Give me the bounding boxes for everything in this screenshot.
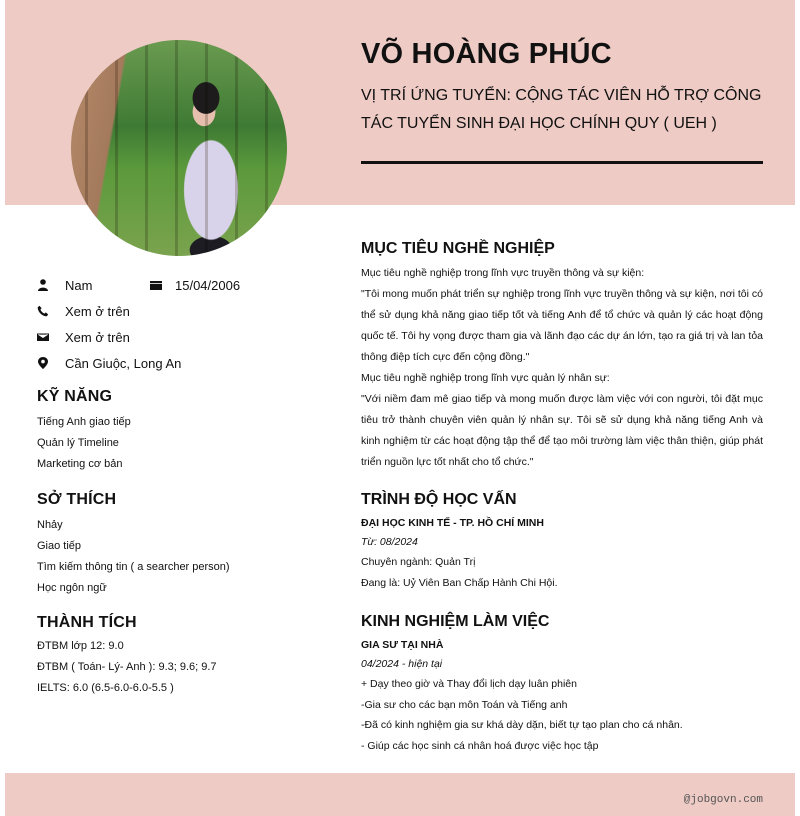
education-section <box>361 491 763 593</box>
date-of-birth: 15/04/2006 <box>175 277 241 293</box>
location-icon <box>37 357 49 369</box>
experience-section <box>361 613 763 756</box>
skill-item: Tiếng Anh giao tiếp <box>37 416 131 428</box>
hobbies-title: SỞ THÍCH <box>37 491 117 508</box>
school-name: ĐẠI HỌC KINH TẾ - TP. HỒ CHÍ MINH <box>361 517 544 529</box>
objective-section <box>361 240 763 473</box>
hobbies-section <box>37 491 317 599</box>
profile-photo <box>71 40 287 256</box>
email: Xem ở trên <box>65 329 130 345</box>
header-divider <box>361 161 763 164</box>
hobby-item: Học ngôn ngữ <box>37 582 107 594</box>
skill-item: Quản lý Timeline <box>37 437 119 449</box>
footer-band <box>5 773 795 816</box>
gender: Nam <box>65 277 93 293</box>
job-detail: + Dạy theo giờ và Thay đổi lịch dạy luân phiên <box>361 678 577 690</box>
calendar-icon <box>150 279 162 291</box>
skills-section <box>37 388 317 475</box>
job-detail: -Đã có kinh nghiệm gia sư khá dày dặn, biết tự tạo plan cho cá nhân. <box>361 719 683 731</box>
info-row-address <box>37 350 317 376</box>
user-icon <box>37 279 49 291</box>
objective-paragraph: "Tôi mong muốn phát triển sự nghiệp trong lĩnh vực truyền thông và sự kiện, nơi tôi có thể sử dụng khả năng giao tiếp tốt và tiếng Anh để tổ chức và quản lý các hoạt động quốc tế. Tôi hy vọng được tham gia và lãnh đạo các dự án lớn, tạo ra giá trị và lan tỏa thông điệp tích cực đến cộng đồng." <box>361 288 763 363</box>
objective-paragraph: Mục tiêu nghề nghiệp trong lĩnh vực truyền thông và sự kiện: <box>361 267 645 279</box>
info-row-email <box>37 324 317 350</box>
email-icon <box>37 331 49 343</box>
objective-paragraph: "Với niềm đam mê giao tiếp và mong muốn được làm việc với con người, tôi đặt mục tiêu trở thành chuyên viên quản lý nhân sự. Tôi sẽ sử dụng khả năng tiếng Anh và kinh nghiệm từ các hoạt động tập thể để tạo môi trường làm việc thân thiện, giúp phát triển nguồn lực tốt nhất cho tổ chức." <box>361 393 763 468</box>
experience-title: KINH NGHIỆM LÀM VIỆC <box>361 613 550 630</box>
education-role: Đang là: Uỷ Viên Ban Chấp Hành Chi Hội. <box>361 576 558 589</box>
job-period: 04/2024 - hiện tại <box>361 658 443 670</box>
objective-paragraph: Mục tiêu nghề nghiệp trong lĩnh vực quản lý nhân sự: <box>361 372 610 384</box>
achievement-item: ĐTBM lớp 12: 9.0 <box>37 640 124 652</box>
address: Cần Giuộc, Long An <box>65 355 182 371</box>
info-row-phone <box>37 298 317 324</box>
job-detail: -Gia sư cho các bạn môn Toán và Tiếng anh <box>361 698 568 711</box>
hobby-item: Tìm kiếm thông tin ( a searcher person) <box>37 561 230 573</box>
achievement-item: IELTS: 6.0 (6.5-6.0-6.0-5.5 ) <box>37 682 174 694</box>
achievements-title: THÀNH TÍCH <box>37 614 137 631</box>
info-row-gender-dob <box>37 272 317 298</box>
objective-title: MỤC TIÊU NGHỀ NGHIỆP <box>361 240 555 257</box>
achievements-section <box>37 614 317 699</box>
job-detail: - Giúp các học sinh cá nhân hoá được việc học tập <box>361 739 599 752</box>
hobby-item: Nhảy <box>37 519 63 531</box>
applied-position: VỊ TRÍ ỨNG TUYỂN: CỘNG TÁC VIÊN HỖ TRỢ CÔNG TÁC TUYỂN SINH ĐẠI HỌC CHÍNH QUY ( UEH ) <box>361 87 762 132</box>
job-title: GIA SƯ TẠI NHÀ <box>361 639 444 651</box>
skill-item: Marketing cơ bản <box>37 458 123 470</box>
education-major: Chuyên ngành: Quản Trị <box>361 556 476 568</box>
phone-icon <box>37 305 49 317</box>
watermark: @jobgovn.com <box>683 794 763 806</box>
skills-title: KỸ NĂNG <box>37 388 113 405</box>
education-period: Từ: 08/2024 <box>361 536 418 548</box>
achievement-item: ĐTBM ( Toán- Lý- Anh ): 9.3; 9.6; 9.7 <box>37 661 217 673</box>
candidate-name: VÕ HOÀNG PHÚC <box>361 38 612 70</box>
hobby-item: Giao tiếp <box>37 540 82 552</box>
phone: Xem ở trên <box>65 303 130 319</box>
personal-info <box>37 272 317 376</box>
education-title: TRÌNH ĐỘ HỌC VẤN <box>361 491 517 508</box>
